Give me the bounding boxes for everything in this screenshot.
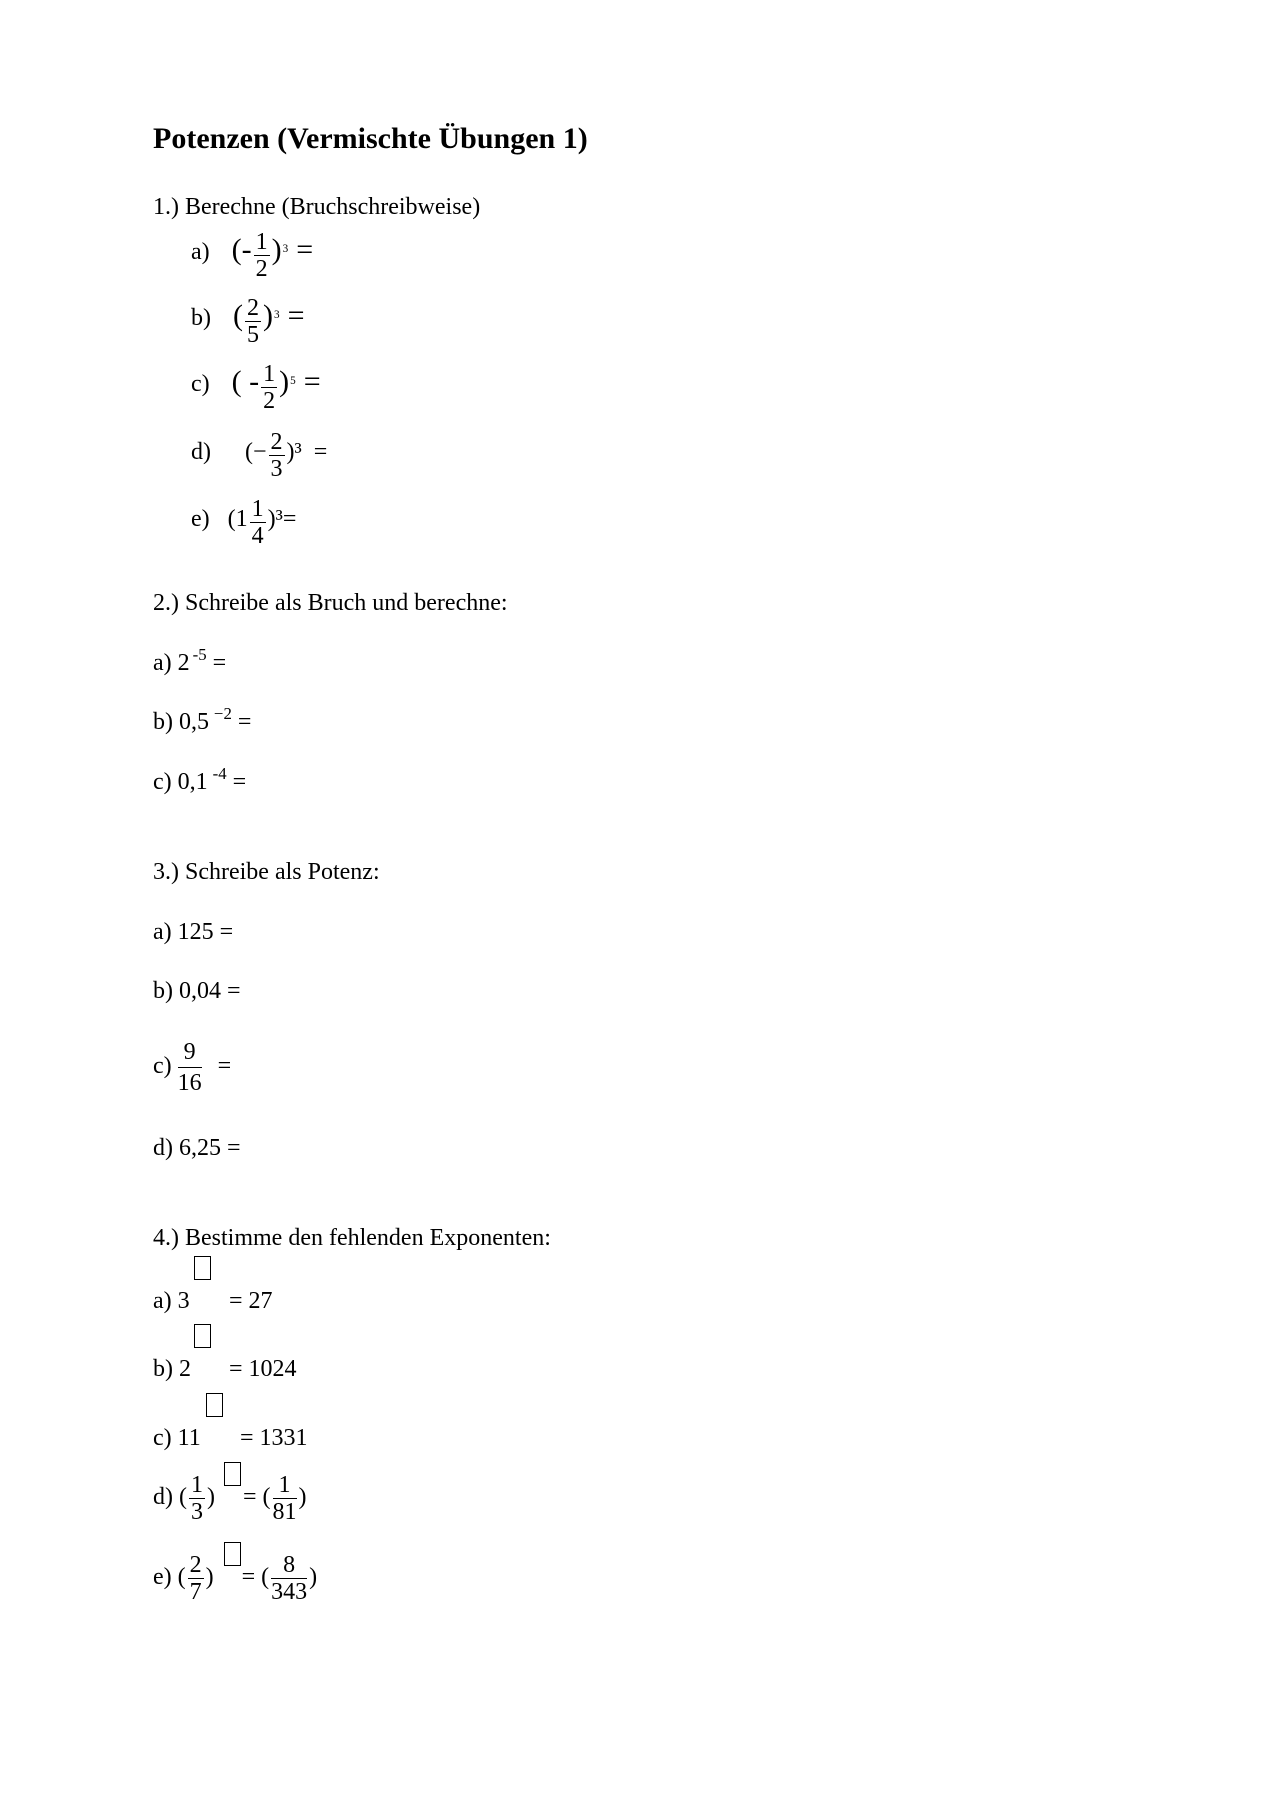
task4-heading: 4.) Bestimme den fehlenden Exponenten:: [153, 1225, 551, 1251]
item-base: c) 0,1: [153, 769, 208, 795]
item-label: e): [191, 506, 210, 533]
paren-close: ): [206, 1484, 215, 1511]
exponent: 3: [282, 243, 289, 256]
paren-close: )³: [267, 506, 283, 533]
denominator: 2: [255, 256, 268, 282]
task2-item-c: [153, 763, 247, 796]
fraction: [250, 497, 266, 548]
paren-open: (: [233, 299, 243, 333]
paren-close: ): [298, 1484, 307, 1511]
fraction: [261, 362, 277, 413]
equals-sign: = (: [242, 1484, 271, 1511]
fraction: [189, 1473, 205, 1524]
equals-sign: =: [287, 299, 305, 333]
paren-open: (−: [245, 439, 267, 466]
paren-close: ): [309, 1564, 318, 1591]
numerator: 2: [247, 295, 259, 321]
equals-sign: =: [237, 709, 252, 735]
item-label: d): [191, 439, 211, 466]
item-base: b) 2: [153, 1356, 191, 1382]
paren-close: ): [279, 365, 290, 399]
numerator: 8: [271, 1553, 307, 1579]
exponent: −2: [214, 703, 232, 723]
numerator: 2: [189, 1552, 202, 1578]
denominator: 2: [263, 388, 276, 414]
task2-item-a: [153, 644, 227, 677]
exponent-answer-box[interactable]: [194, 1256, 211, 1280]
page-title: Potenzen (Vermischte Übungen 1): [153, 122, 588, 155]
paren-close: ): [263, 299, 273, 333]
task4-item-c-rhs: = 1331: [240, 1425, 308, 1451]
exponent-answer-box[interactable]: [194, 1324, 211, 1348]
denominator: 4: [251, 523, 264, 549]
task3-heading: 3.) Schreibe als Potenz:: [153, 859, 380, 885]
item-label: c): [153, 1053, 172, 1080]
paren-close: )³: [286, 439, 302, 466]
exponent: 3: [274, 309, 280, 322]
item-label: c): [191, 371, 210, 398]
item-label: d) (: [153, 1484, 187, 1511]
denominator: 7: [189, 1579, 202, 1605]
task1-item-c: [191, 362, 321, 413]
exponent-answer-box[interactable]: [206, 1393, 223, 1417]
equals-sign: =: [313, 439, 328, 466]
paren-open: ( -: [231, 365, 260, 399]
task2-heading: 2.) Schreibe als Bruch und berechne:: [153, 590, 508, 616]
paren-open: (-: [231, 233, 252, 267]
paren-open: (1: [227, 506, 248, 533]
fraction: [273, 1473, 297, 1524]
equals-sign: =: [282, 506, 297, 533]
denominator: 343: [271, 1579, 308, 1605]
numerator: 2: [270, 429, 283, 455]
task1-heading: 1.) Berechne (Bruchschreibweise): [153, 194, 481, 220]
task4-item-b: [153, 1356, 191, 1383]
numerator: 1: [255, 229, 268, 255]
task1-item-d: [191, 430, 327, 481]
task1-item-b: [191, 296, 305, 347]
exponent: 5: [290, 375, 296, 388]
task3-item-b: b) 0,04 =: [153, 978, 241, 1004]
numerator: 9: [178, 1040, 202, 1068]
numerator: 1: [190, 1472, 203, 1498]
fraction: [178, 1040, 202, 1095]
task4-item-b-rhs: = 1024: [229, 1356, 297, 1382]
denominator: 81: [272, 1499, 297, 1525]
equals-sign: =: [303, 365, 321, 399]
denominator: 16: [177, 1070, 202, 1096]
equals-sign: =: [212, 650, 227, 676]
paren-close: ): [205, 1564, 214, 1591]
numerator: 1: [263, 361, 276, 387]
task4-item-c: [153, 1425, 201, 1452]
equals-sign: =: [232, 769, 247, 795]
task3-item-d: d) 6,25 =: [153, 1135, 241, 1161]
task1-item-e: [191, 497, 296, 548]
task3-item-c: [153, 1040, 231, 1095]
task3-item-a: a) 125 =: [153, 919, 234, 945]
item-base: a) 2: [153, 650, 190, 676]
task4-item-a-rhs: = 27: [229, 1288, 273, 1314]
numerator: 1: [273, 1473, 297, 1499]
paren-close: ): [271, 233, 282, 267]
item-base: b) 0,5: [153, 709, 209, 735]
equals-sign: =: [217, 1053, 232, 1080]
exponent-answer-box[interactable]: [224, 1542, 241, 1566]
exponent: -5: [192, 644, 207, 664]
task4-item-a: [153, 1288, 190, 1315]
item-label: a): [191, 239, 210, 266]
item-base: a) 3: [153, 1288, 190, 1314]
fraction: [254, 230, 270, 281]
task1-item-a: [191, 230, 313, 281]
denominator: 3: [190, 1499, 203, 1525]
item-label: b): [191, 305, 211, 332]
numerator: 1: [251, 496, 264, 522]
fraction: [188, 1553, 204, 1604]
fraction: [245, 296, 261, 347]
item-base: c) 11: [153, 1425, 201, 1451]
equals-sign: = (: [241, 1564, 270, 1591]
denominator: 3: [270, 456, 283, 482]
exponent: -4: [212, 763, 227, 783]
task2-item-b: [153, 703, 252, 736]
item-label: e) (: [153, 1564, 186, 1591]
fraction: [269, 430, 285, 481]
equals-sign: =: [296, 233, 314, 267]
denominator: 5: [247, 322, 259, 348]
exponent-answer-box[interactable]: [224, 1462, 241, 1486]
fraction: [271, 1553, 307, 1604]
